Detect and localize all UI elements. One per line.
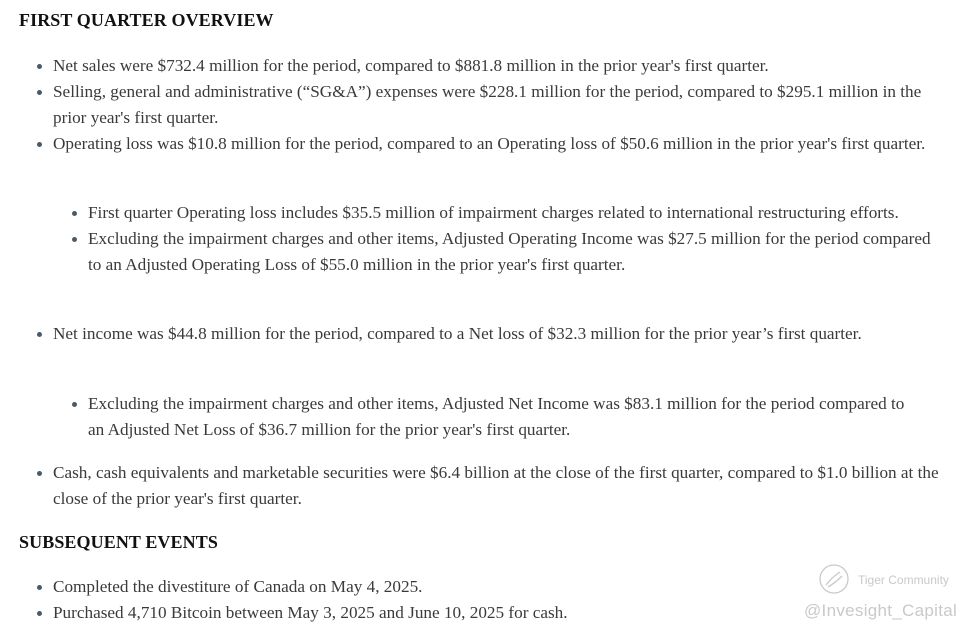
section-heading-events: SUBSEQUENT EVENTS <box>19 532 218 552</box>
list-item: Selling, general and administrative (“SG&A”) expenses were $228.1 million for the period, compared to $295.1 million in the prior year's first quarter. <box>53 79 933 131</box>
watermark <box>804 563 968 633</box>
list-item: Cash, cash equivalents and marketable securities were $6.4 billion at the close of the first quarter, compared to $1.0 billion at the close of the prior year's first quarter. <box>53 460 953 512</box>
list-item: Operating loss was $10.8 million for the period, compared to an Operating loss of $50.6 million in the prior year's first quarter. <box>53 131 933 157</box>
list-item: Excluding the impairment charges and other items, Adjusted Operating Income was $27.5 million for the period compared to an Adjusted Operating Loss of $55.0 million in the prior year's first quarter. <box>88 226 948 278</box>
list-item: Excluding the impairment charges and other items, Adjusted Net Income was $83.1 million for the period compared to an Adjusted Net Loss of $36.7 million for the prior year's first quarter. <box>88 391 918 443</box>
overview-sublist-1 <box>88 200 948 278</box>
overview-list-3 <box>53 460 953 512</box>
list-item: Purchased 4,710 Bitcoin between May 3, 2025 and June 10, 2025 for cash. <box>53 600 953 626</box>
overview-list-2 <box>53 321 903 347</box>
overview-list-1 <box>53 53 933 157</box>
overview-sublist-2 <box>88 391 918 443</box>
list-item: First quarter Operating loss includes $35.5 million of impairment charges related to international restructuring efforts. <box>88 200 948 226</box>
section-heading-overview: FIRST QUARTER OVERVIEW <box>19 10 274 30</box>
list-item: Completed the divestiture of Canada on May 4, 2025. <box>53 574 953 600</box>
tiger-logo-icon <box>818 563 850 595</box>
watermark-user: @Invesight_Capital <box>804 601 958 620</box>
watermark-brand: Tiger Community <box>858 573 949 587</box>
list-item: Net sales were $732.4 million for the period, compared to $881.8 million in the prior year's first quarter. <box>53 53 933 79</box>
list-item: Net income was $44.8 million for the period, compared to a Net loss of $32.3 million for the prior year’s first quarter. <box>53 321 903 347</box>
